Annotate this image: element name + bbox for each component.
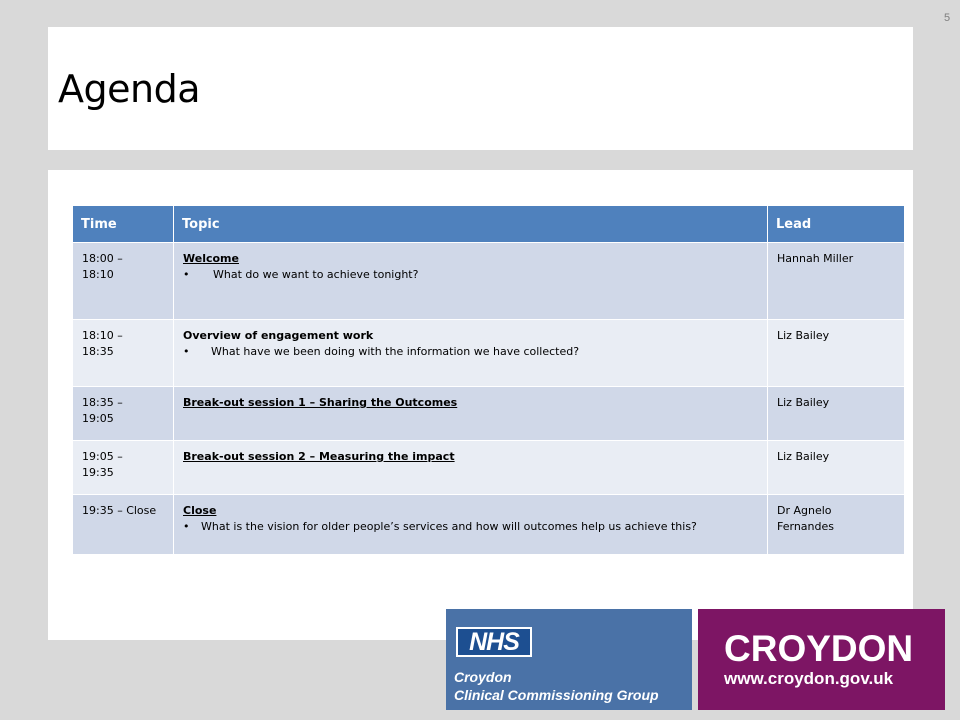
table-row: [73, 243, 905, 320]
bullet-text: What do we want to achieve tonight?: [213, 268, 419, 281]
table-header-row: [73, 206, 905, 243]
cell-topic: [174, 320, 768, 387]
cell-time: 19:35 – Close: [73, 495, 174, 555]
header-topic: Topic: [174, 206, 768, 243]
cell-lead: Dr Agnelo Fernandes: [768, 495, 905, 555]
bullet-text: What have we been doing with the information we have collected?: [211, 345, 580, 358]
cell-topic: [174, 441, 768, 495]
nhs-mark-text: NHS: [458, 629, 530, 655]
bullet-icon: •: [183, 268, 190, 281]
cell-time: 19:05 – 19:35: [73, 441, 174, 495]
croydon-name: CROYDON: [724, 628, 914, 669]
nhs-org-line2: Clinical Commissioning Group: [454, 687, 659, 703]
croydon-url: www.croydon.gov.uk: [724, 669, 894, 688]
nhs-org-line1: Croydon: [454, 669, 512, 685]
cell-topic: [174, 387, 768, 441]
nhs-logo-icon: [456, 627, 532, 657]
cell-time: 18:10 – 18:35: [73, 320, 174, 387]
croydon-council-logo: [698, 609, 945, 710]
cell-time: 18:35 – 19:05: [73, 387, 174, 441]
topic-title: Welcome: [183, 252, 239, 265]
content-panel: [48, 170, 913, 640]
topic-title: Overview of engagement work: [183, 329, 374, 342]
topic-title: Close: [183, 504, 217, 517]
topic-title: Break-out session 1 – Sharing the Outcomes: [183, 396, 458, 409]
cell-lead: Hannah Miller: [768, 243, 905, 320]
table-row: [73, 495, 905, 555]
cell-topic: [174, 243, 768, 320]
agenda-table: [72, 205, 905, 555]
cell-lead: Liz Bailey: [768, 387, 905, 441]
table-row: [73, 441, 905, 495]
cell-time: 18:00 – 18:10: [73, 243, 174, 320]
cell-lead: Liz Bailey: [768, 441, 905, 495]
bullet-icon: •: [183, 345, 190, 358]
topic-bullet: [183, 344, 758, 360]
header-lead: Lead: [768, 206, 905, 243]
header-time: Time: [73, 206, 174, 243]
nhs-org-name: [454, 668, 659, 704]
bullet-text: What is the vision for older people’s services and how will outcomes help us achieve this?: [201, 520, 697, 533]
cell-topic: [174, 495, 768, 555]
slide-title: Agenda: [58, 67, 200, 111]
topic-bullet: [183, 267, 758, 283]
title-panel: [48, 27, 913, 150]
bullet-icon: •: [183, 520, 190, 533]
nhs-croydon-ccg-logo: [446, 609, 692, 710]
page-number: 5: [943, 12, 951, 24]
table-row: [73, 387, 905, 441]
table-row: [73, 320, 905, 387]
cell-lead: Liz Bailey: [768, 320, 905, 387]
topic-bullet: [183, 519, 758, 535]
topic-title: Break-out session 2 – Measuring the impact: [183, 450, 455, 463]
